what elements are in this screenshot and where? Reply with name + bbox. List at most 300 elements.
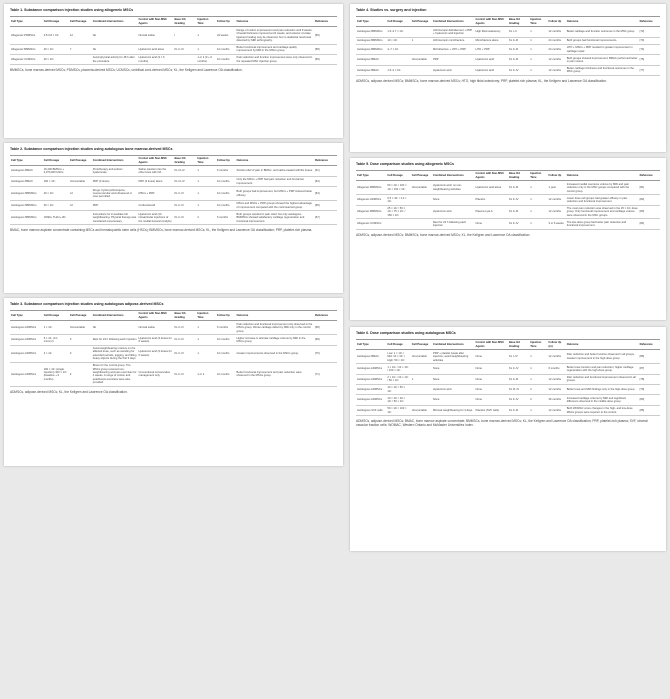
table-cell: Rest for 24 h following each injection	[92, 335, 138, 345]
table-cell: [68]	[314, 321, 337, 335]
column-header: Cell Type	[356, 339, 386, 350]
table-cell: None	[432, 374, 475, 384]
table-cell: 24 months	[547, 37, 565, 44]
table-cell: KL II–III	[173, 211, 196, 225]
table-cell: 12 months	[216, 44, 236, 54]
table-cell: Greater improvements observed in the MSCs group.	[236, 345, 314, 362]
table-4-card	[350, 4, 666, 152]
table-cell: 3	[69, 335, 92, 345]
column-header: Injection Time	[529, 339, 547, 350]
table-cell: 100 × 10⁶	[43, 176, 69, 186]
table-cell: PRP	[92, 201, 138, 211]
column-header: Cell Type	[10, 155, 43, 166]
table-cell: Plasma Lyte A	[475, 205, 508, 219]
table-footnote: BMMSCs, bone marrow-derived MSCs; PDMSCs, placenta-derived MSCs; UCMSCs, umbilical cord-derived MSCs; KL, the Kellgren and Lawrence OA classification.	[10, 68, 243, 73]
table-cell: ≥2	[69, 187, 92, 201]
table-cell: Better cartilage and function outcomes in the MSC group.	[566, 27, 639, 37]
column-header: Injection Time	[196, 16, 216, 27]
table-cell: MSCs and MSCs + PRP groups showed the highest advantage of improvement compared with the corticosteroid group.	[236, 201, 314, 211]
table-cell: [74]	[639, 44, 660, 54]
column-header: Cell Dosage	[386, 170, 410, 181]
column-header: Control with Non-MSC Agents	[137, 310, 173, 321]
table-cell: [71]	[314, 362, 337, 386]
column-header: Follow Up (m)	[547, 339, 565, 350]
table-cell: Hyaluronic acid alone	[137, 44, 173, 54]
table-cell	[69, 55, 92, 65]
table-cell: [65]	[314, 201, 337, 211]
table-cell: 1	[529, 205, 547, 219]
table-cell: 12 months	[547, 205, 565, 219]
column-header: Injection Time	[196, 310, 216, 321]
table-cell: 1 × 10⁸	[43, 321, 69, 335]
column-header: Combined Interventions	[92, 155, 138, 166]
table-cell: Pain reduction and function improvement were only observed in the repeated MSC injection group.	[236, 55, 314, 65]
table-cell: KL II–IV	[173, 321, 196, 335]
table-3	[10, 310, 337, 387]
table-cell	[411, 395, 432, 405]
table-cell: Prolotherapy and sodium hyaluronate	[92, 166, 138, 176]
table-cell: 10 × 10⁶ / 50 × 10⁶	[386, 385, 410, 395]
table-cell: High tibial osteotomy	[475, 27, 508, 37]
table-cell: Autologous BMAC	[10, 166, 43, 176]
column-header: Cell Type	[356, 170, 386, 181]
table-cell: Autologous BMAC	[356, 350, 386, 364]
table-row	[10, 201, 337, 211]
table-cell: 1	[529, 195, 547, 205]
table-cell: HTO + MSCs + PRP resulted in greater improvement in cartilage repair.	[566, 44, 639, 54]
table-cell: 50 × 10⁶ / 100 × 10⁶ / 150 × 10⁶	[386, 181, 410, 195]
table-cell: Hyaluronic acid (3 doses for 6 weeks)	[137, 345, 173, 362]
table-cell: 6 months	[216, 321, 236, 335]
table-cell: None	[475, 364, 508, 374]
column-header: Outcome	[236, 16, 314, 27]
column-header: Combined Interventions	[432, 170, 475, 181]
table-cell: Both groups resulted in pain relief, but only autologous BMMSCs showed satisfactory cartilage regeneration and functional improvement.	[236, 211, 314, 225]
table-cell: 10 × 10⁶ / 20 × 10⁶ / 50 × 10⁶	[386, 395, 410, 405]
table-cell: Avoid physical activity for 48 h after the procedure	[92, 55, 138, 65]
table-footnote: ADMSCs, adipose-derived MSCs; BMMSCs, bone marrow-derived MSCs; HTO, high tibial osteotomy; PRP, platelet-rich plasma; KL, the Kellgren and Lawrence OA classification.	[356, 79, 607, 84]
table-cell: 12 months	[547, 405, 565, 415]
table-cell: KL II–III	[508, 405, 529, 415]
column-header: Base OA Grading	[508, 170, 529, 181]
table-cell: HTO + PRP	[475, 44, 508, 54]
table-cell: The low-dose group had better pain reduction and functional improvement.	[566, 219, 639, 229]
column-header: Control with Non-MSC Agents	[137, 16, 173, 27]
table-cell: 0.5 × 10⁶ / 1.0 × 10⁶	[386, 195, 410, 205]
table-cell: None	[475, 385, 508, 395]
table-cell: PRP (3 times)	[92, 176, 138, 186]
table-cell: 12 months	[547, 374, 565, 384]
table-cell: Autologous ADMSCs	[10, 321, 43, 335]
table-cell: KL III–IV	[173, 166, 196, 176]
table-cell	[69, 211, 92, 225]
table-row	[10, 27, 337, 44]
table-cell: Hyaluronic acid (10 intraarticular injections of the medial femoral condyle)	[137, 211, 173, 225]
column-header: Injection Time	[529, 170, 547, 181]
table-cell: Instructions for immediate full weightbearing. Physical therapy was considered unnecessary.	[92, 211, 138, 225]
table-cell: [78]	[639, 374, 660, 384]
table-cell: Hyaluronic acid	[475, 55, 508, 65]
column-header: Follow Up	[216, 310, 236, 321]
table-row	[356, 219, 660, 229]
table-cell: Similar relief of pain in BMAC- and saline-treated arthritic knees.	[236, 166, 314, 176]
table-cell: [59]	[314, 55, 337, 65]
table-header-row	[356, 170, 660, 181]
table-cell: 1	[529, 65, 547, 75]
table-cell: [64]	[314, 187, 337, 201]
table-cell: Both groups showed improvement; BMAC performed better in pain scores.	[566, 55, 639, 65]
table-cell: [80]	[639, 395, 660, 405]
table-cell: Autologous SVF cells	[356, 405, 386, 415]
table-cell: Low: 1 × 10⁶ / Mid: 10 × 10⁶ / High: 50 × 10⁶	[386, 350, 410, 364]
table-cell: Autologous ADMSCs	[10, 345, 43, 362]
table-cell: KL II–III	[173, 44, 196, 54]
table-cell: KL II–III	[508, 55, 529, 65]
table-2-card	[4, 143, 343, 293]
column-header: Cell Type	[356, 16, 386, 27]
table-row	[10, 345, 337, 362]
table-cell: No	[92, 321, 138, 335]
table-cell: 40 × 10⁶	[43, 201, 69, 211]
column-header: Cell Type	[10, 16, 43, 27]
column-header: Reference	[314, 310, 337, 321]
table-row	[356, 44, 660, 54]
table-cell: Autologous ADMSCs	[10, 362, 43, 386]
table-cell: 7	[69, 44, 92, 54]
table-caption: Table 3. Substance comparison injection studies using autologous adipose-derived MSCs	[10, 302, 164, 306]
table-cell: Autologous BMMSCs	[356, 44, 386, 54]
column-header: Injection Time	[196, 155, 216, 166]
table-cell: CD90+ THA1+ 2D	[43, 211, 69, 225]
table-cell: 12 months	[216, 345, 236, 362]
table-cell: KL II–IV	[173, 201, 196, 211]
table-cell: 12 months	[547, 55, 565, 65]
table-cell: Hyaluronic acid	[432, 205, 475, 219]
table-cell	[411, 219, 432, 229]
table-cell: KL II–IV	[508, 395, 529, 405]
table-header-row	[356, 339, 660, 350]
column-header: Outcome	[236, 310, 314, 321]
table-cell: 1	[529, 374, 547, 384]
table-cell: Brace for the control group. The MSCs group received non-weightbearing and pain exercises for 4 weeks. A range of motion and quadriceps exercises were also provided.	[92, 362, 138, 386]
column-header: Cell Passage	[411, 16, 432, 27]
table-row	[356, 55, 660, 65]
table-cell	[411, 27, 432, 37]
table-cell: Higher increase in articular cartilage volume by MRI in the MSCs group.	[236, 335, 314, 345]
table-cell: KL II–III	[508, 374, 529, 384]
table-cell	[411, 364, 432, 374]
table-cell: [70]	[314, 345, 337, 362]
table-row	[10, 55, 337, 65]
table-cell	[411, 44, 432, 54]
table-cell: Microfracture alone	[475, 37, 508, 44]
table-cell: KL I–IV	[508, 350, 529, 364]
table-cell: 12 months	[216, 176, 236, 186]
column-header: Follow Up	[547, 16, 565, 27]
table-cell: KL II–III	[508, 205, 529, 219]
table-cell: Autologous BMMSCs	[10, 211, 43, 225]
table-cell: [87]	[639, 364, 660, 374]
table-cell: 6 months	[216, 211, 236, 225]
table-cell: Lower dose cell groups had greater efficacy in pain reduction and functional improvement.	[566, 195, 639, 205]
table-cell: 3	[69, 345, 92, 362]
column-header: Injection Time	[529, 16, 547, 27]
table-cell: 1	[411, 374, 432, 384]
table-cell: No	[92, 44, 138, 54]
table-row	[10, 44, 337, 54]
column-header: Cell Dosage	[43, 155, 69, 166]
table-cell: [86]	[639, 350, 660, 364]
column-header: Combined Interventions	[432, 16, 475, 27]
table-footnote: ADMSCs, adipose-derived MSCs; KL, the Kellgren and Lawrence OA classification.	[10, 389, 128, 394]
column-header: Follow Up	[216, 155, 236, 166]
table-cell: 36 months	[547, 395, 565, 405]
column-header: Base OA Grading	[173, 155, 196, 166]
table-cell: 24 months	[547, 44, 565, 54]
table-cell: Hyaluronic acid (3 doses for 6 weeks)	[137, 335, 173, 345]
table-cell: KL II–III	[508, 44, 529, 54]
table-row	[10, 362, 337, 386]
column-header: Outcome	[236, 155, 314, 166]
table-cell: None	[475, 395, 508, 405]
table-cell: Uncountable	[69, 321, 92, 335]
table-cell: Autologous ADMSCs	[10, 335, 43, 345]
table-cell: Allogeneic ADMSCs	[356, 195, 386, 205]
table-cell: None	[475, 219, 508, 229]
table-cell: None	[432, 195, 475, 205]
column-header: Control with Non-MSC Agents	[475, 16, 508, 27]
table-cell: 4 × 10⁷	[43, 345, 69, 362]
table-cell: 12 months	[216, 362, 236, 386]
table-cell: Pain reduction and functional improvement only observed in the MSCs group. Worse cartilage defect by MRI only in the control group.	[236, 321, 314, 335]
table-cell: 2	[69, 362, 92, 386]
table-cell: 1 × 10⁶ / 10 × 10⁶ / 100 × 10⁶	[386, 364, 410, 374]
table-cell	[386, 55, 410, 65]
table-cell: 12	[69, 27, 92, 44]
table-cell: 1	[196, 44, 216, 54]
column-header: Base OA Grading	[173, 16, 196, 27]
table-header-row	[10, 155, 337, 166]
table-cell: [67]	[314, 211, 337, 225]
table-cell: Autologous ADMSCs	[356, 395, 386, 405]
table-cell: Better functional improvement and cartilage quality improvement by MRI in the MSCs group.	[236, 44, 314, 54]
table-row	[10, 187, 337, 201]
table-cell: KL II–IV	[173, 187, 196, 201]
column-header: Outcome	[566, 339, 639, 350]
table-cell: 12 months	[547, 385, 565, 395]
table-cell: Arthroscopic microfracture	[432, 37, 475, 44]
table-caption: Table 4. Studies vs. surgery and injection	[356, 8, 427, 12]
table-cell: Allogeneic BMMSCs	[356, 181, 386, 195]
table-cell: [69]	[314, 335, 337, 345]
table-cell: [72]	[639, 27, 660, 37]
table-cell: Minimal weightbearing for 3 days.	[432, 405, 475, 415]
table-cell: Rest for 24 h following each injection	[432, 219, 475, 229]
column-header: Combined Interventions	[92, 310, 138, 321]
table-cell: Normal saline	[137, 321, 173, 335]
table-cell: Only the MSCs + PRP had pain reduction and functional improvement.	[236, 176, 314, 186]
column-header: Combined Interventions	[432, 339, 475, 350]
column-header: Reference	[314, 155, 337, 166]
table-cell: [85]	[639, 405, 660, 415]
column-header: Outcome	[566, 16, 639, 27]
table-cell: Both groups had functional improvements.	[566, 37, 639, 44]
table-cell: PRP (3 times) alone	[137, 176, 173, 186]
table-cell: 1	[196, 176, 216, 186]
column-header: Control with Non-MSC Agents	[475, 170, 508, 181]
table-cell: KL I–II	[508, 27, 529, 37]
table-5	[356, 170, 660, 230]
table-cell: Autologous BMAC	[356, 55, 386, 65]
table-cell: Hyaluronic acid; no non-weightbearing activities	[432, 181, 475, 195]
table-row	[356, 195, 660, 205]
table-cell: Better functional improvement and pain reduction were observed in the MSCs group.	[236, 362, 314, 386]
table-cell: 25 × 10⁶ / 50 × 10⁶ / 75 × 10⁶ / 150 × 10⁶	[386, 205, 410, 219]
table-cell: KL II–IV	[508, 195, 529, 205]
table-cell	[386, 219, 410, 229]
table-cell: 1	[411, 37, 432, 44]
column-header: Follow Up	[547, 170, 565, 181]
table-cell: Saline injection into the other knee with OA	[137, 166, 173, 176]
table-row	[356, 385, 660, 395]
table-cell: [82]	[639, 195, 660, 205]
column-header: Base OA Grading	[508, 339, 529, 350]
table-cell: KL II–IV	[173, 362, 196, 386]
table-cell: MSCs + PRP	[137, 187, 173, 201]
table-cell: Increased medial meniscus volume by MRI and pain reduction only in the MSC groups compared with the control group.	[566, 181, 639, 195]
table-cell: Hyaluronic acid	[475, 65, 508, 75]
table-header-row	[10, 16, 337, 27]
table-cell: Hyaluronic acid	[432, 65, 475, 75]
table-row	[356, 65, 660, 75]
table-cell: [75]	[639, 55, 660, 65]
column-header: Combined interventions	[92, 16, 138, 27]
table-cell: 12 months	[216, 201, 236, 211]
table-cell: 2	[529, 395, 547, 405]
table-row	[356, 364, 660, 374]
table-cell: 24 weeks	[216, 27, 236, 44]
table-cell: 1 year	[547, 181, 565, 195]
table-cell	[411, 205, 432, 219]
table-cell: Uncountable	[411, 350, 432, 364]
table-cell: Both groups had improvement, but MSCs + PRP induced better efficacy.	[236, 187, 314, 201]
table-cell: [84]	[639, 219, 660, 229]
table-cell: Uncountable	[411, 405, 432, 415]
table-cell: Both WOMAC score changes in the high- and low-dose MSCs groups were superior to the control.	[566, 405, 639, 415]
table-6	[356, 339, 660, 417]
table-cell: Autologous BMMSCs	[10, 187, 43, 201]
table-cell: 4–7 × 10⁷	[386, 44, 410, 54]
table-cell: 50 × 10⁶ / 100 × 10⁶	[386, 405, 410, 415]
table-row	[356, 405, 660, 415]
table-row	[10, 166, 337, 176]
table-cell: 0.5-0.8 × 10⁸	[43, 27, 69, 44]
table-cell: Autologous ADMSCs	[356, 385, 386, 395]
table-cell: KL II–III	[508, 37, 529, 44]
table-caption: Table 1. Substance comparison injection studies using allogeneic MSCs	[10, 8, 134, 12]
table-cell: ≥2	[69, 201, 92, 211]
table-cell: Allogeneic UCMSCs	[10, 55, 43, 65]
table-cell: I	[173, 27, 196, 44]
table-cell: None	[432, 364, 475, 374]
table-cell: 1	[196, 187, 216, 201]
table-caption: Table 6. Dose comparison studies using autologous MSCs	[356, 331, 456, 335]
column-header: Reference	[314, 16, 337, 27]
table-6-card	[350, 327, 666, 551]
table-cell: 1	[529, 405, 547, 415]
table-cell: Uncountable	[411, 55, 432, 65]
table-footnote: BMAC, bone marrow aspirate concentrate containing MSCs and hematopoietic stem cells (HSCs); BMMSCs, bone marrow-derived MSCs; KL, the Kellgren and Lawrence OA classification; PRP, platelet-rich plasma.	[10, 228, 313, 233]
table-cell: Microfracture + HTO + PRP	[432, 44, 475, 54]
table-cell: KL II–III	[173, 335, 196, 345]
table-cell: 1	[529, 181, 547, 195]
table-cell: Better cartilage thickness and functional outcomes in the MSC group.	[566, 65, 639, 75]
table-cell: None	[432, 395, 475, 405]
table-cell: No	[92, 27, 138, 44]
table-cell: 1	[529, 55, 547, 65]
table-cell: 1	[196, 321, 216, 335]
table-cell: KL III–IV	[508, 385, 529, 395]
table-cell: KL III–IV	[173, 176, 196, 186]
table-header-row	[356, 16, 660, 27]
table-cell: 1 or 2	[196, 362, 216, 386]
column-header: Cell Dosage	[43, 310, 69, 321]
column-header: Outcome	[566, 170, 639, 181]
table-cell: 16,400 BMSCs + 4,070,000 HSCs	[43, 166, 69, 176]
column-header: Reference	[639, 170, 660, 181]
table-cell: 100 × 10⁶ (single injection) 100 × 10⁶ (baseline + 6 months)	[43, 362, 69, 386]
table-cell: 6 months	[547, 364, 565, 374]
table-3-card	[4, 298, 343, 466]
table-cell	[411, 65, 432, 75]
column-header: Base OA Grading	[173, 310, 196, 321]
table-cell: [81]	[639, 181, 660, 195]
table-cell: [63]	[314, 176, 337, 186]
column-header: Control with Non-MSC Agents	[475, 339, 508, 350]
table-cell: KL II–IV	[508, 364, 529, 374]
table-cell: 10 × 10⁶	[386, 37, 410, 44]
table-cell: None	[475, 350, 508, 364]
table-row	[356, 27, 660, 37]
column-header: Cell Passage	[411, 339, 432, 350]
table-cell: Drugs: hydroxychloroquine, neuromuscular and ultrasound or rose permitted	[92, 187, 138, 201]
table-cell: Normal saline	[137, 27, 173, 44]
table-cell: 1.5–2.7 × 10⁸	[386, 27, 410, 37]
table-cell: Increased cartilage volume by MRI and significant difference observed in the middle-dose group.	[566, 395, 639, 405]
table-cell: [61]	[314, 166, 337, 176]
table-cell: Pain reduction and better function observed in all groups. Greater improvement in the high-dose group.	[566, 350, 639, 364]
table-cell: Autologous BMAC	[10, 176, 43, 186]
table-4	[356, 16, 660, 76]
table-cell: 1.5–2 × 10⁸	[386, 65, 410, 75]
table-cell: Avoid weightbearing motions on the affected knee, such as standing for extended periods, jogging, and lifting heavy objects during the first 3 days	[92, 345, 138, 362]
table-row	[356, 374, 660, 384]
table-cell	[411, 195, 432, 205]
table-cell: 12 months	[547, 350, 565, 364]
table-row	[10, 211, 337, 225]
table-cell: Better knee function and pain reduction; higher cartilage regeneration with the high-dose group.	[566, 364, 639, 374]
table-cell: 20 × 10⁶	[43, 55, 69, 65]
table-row	[356, 181, 660, 195]
table-cell: Hyaluronic acid alone	[475, 181, 508, 195]
table-1	[10, 16, 337, 66]
table-cell: 2	[196, 211, 216, 225]
table-cell: 5 × 10⁷ (0.1 mL/cm²)	[43, 335, 69, 345]
table-cell: None	[475, 374, 508, 384]
table-cell: Hyaluronic acid	[432, 385, 475, 395]
table-cell: 1 or 2 (0 + 6 months)	[196, 55, 216, 65]
table-cell: Autologous BMAC	[356, 65, 386, 75]
